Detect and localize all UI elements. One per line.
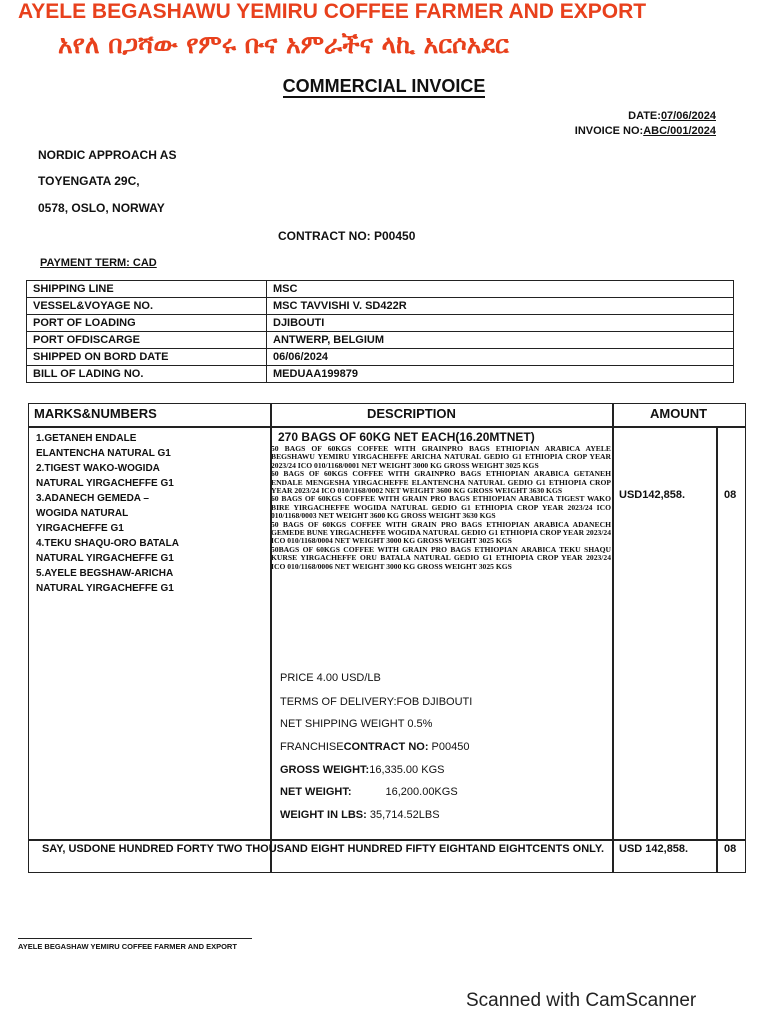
lot-descriptions <box>271 445 611 571</box>
document-title: COMMERCIAL INVOICE <box>282 76 486 96</box>
list-item: YIRGACHEFFE G1 <box>36 523 124 534</box>
scanner-watermark: Scanned with CamScanner <box>466 990 697 1011</box>
net-shipping-weight: NET SHIPPING WEIGHT 0.5% <box>280 718 433 730</box>
table-row <box>27 366 734 383</box>
shipping-label: VESSEL&VOYAGE NO. <box>27 298 267 315</box>
table-row <box>27 349 734 366</box>
lot-item: 60 BAGS OF 60KGS COFFEE WITH GRAINPRO BAGS ETHIOPIAN ARABICA GETANEH ENDALE MENGESHA YIRGACHEFFE ELANTENCHA NATURAL GEDIO G1 ETHIOPIA CROP YEAR 2023/24 ICO 010/1168/0002 NET WEIGHT 3600 KG GROSS WEIGHT 3630 KGS <box>271 469 611 496</box>
footer-company: AYELE BEGASHAW YEMIRU COFFEE FARMER AND EXPORT <box>18 942 237 951</box>
table-row <box>27 298 734 315</box>
buyer-street: TOYENGATA 29C, <box>38 174 140 188</box>
company-name-amharic: አየለ በጋሻው የምሩ ቡና አምራችና ላኪ አርሶአደር <box>58 30 509 59</box>
shipping-label: SHIPPED ON BORD DATE <box>27 349 267 366</box>
weight-in-lbs: WEIGHT IN LBS: 35,714.52LBS <box>280 809 440 821</box>
buyer-name: NORDIC APPROACH AS <box>38 148 177 162</box>
shipping-value: DJIBOUTI <box>267 315 734 332</box>
table-row <box>27 281 734 298</box>
column-divider <box>612 403 614 873</box>
invoice-date: DATE:07/06/2024 <box>628 110 716 122</box>
shipping-value: MEDUAA199879 <box>267 366 734 383</box>
lot-item: 60 BAGS OF 60KGS COFFEE WITH GRAIN PRO BAGS ETHIOPIAN ARABICA TIGEST WAKO BIRE YIRGACHEFFE WOGIDA NATURAL GEDIO G1 ETHIOPIA CROP YEAR 2023/24 ICO 010/1168/0003 NET WEIGHT 3600 KG GROSS WEIGHT 3630 KGS <box>271 494 611 521</box>
list-item: 1.GETANEH ENDALE <box>36 433 137 444</box>
shipping-value: MSC TAVVISHI V. SD422R <box>267 298 734 315</box>
description-headline: 270 BAGS OF 60KG NET EACH(16.20MTNET) <box>278 430 535 444</box>
price-line: PRICE 4.00 USD/LB <box>280 672 381 684</box>
amount-value: USD142,858. <box>619 489 686 501</box>
table-row <box>27 315 734 332</box>
shipping-label: PORT OF LOADING <box>27 315 267 332</box>
shipping-label: PORT OFDISCARGE <box>27 332 267 349</box>
row-divider <box>28 426 746 428</box>
shipping-value: 06/06/2024 <box>267 349 734 366</box>
shipping-label: BILL OF LADING NO. <box>27 366 267 383</box>
contract-number: CONTRACT NO: P00450 <box>278 229 416 243</box>
company-name-english: AYELE BEGASHAWU YEMIRU COFFEE FARMER AND EXPORT <box>18 0 647 23</box>
gross-weight: GROSS WEIGHT:16,335.00 KGS <box>280 764 445 776</box>
list-item: NATURAL YIRGACHEFFE G1 <box>36 583 174 594</box>
signature-line <box>18 938 252 939</box>
total-amount-value: USD 142,858. <box>619 843 689 855</box>
list-item: NATURAL YIRGACHEFFE G1 <box>36 553 174 564</box>
franchise-contract: FRANCHISECONTRACT NO: P00450 <box>280 741 470 753</box>
delivery-terms: TERMS OF DELIVERY:FOB DJIBOUTI <box>280 696 473 708</box>
list-item: ELANTENCHA NATURAL G1 <box>36 448 171 459</box>
shipping-table <box>26 280 734 383</box>
list-item: 3.ADANECH GEMEDA – <box>36 493 149 504</box>
lot-item: 50 BAGS OF 60KGS COFFEE WITH GRAINPRO BAGS ETHIOPIAN ARABICA AYELE BEGSHAWU YEMIRU YIRGACHEFFE ARICHA NATURAL GEDIO G1 ETHIOPIA CROP YEAR 2023/24 ICO 010/1168/0001 NET WEIGHT 3000 KG GROSS WEIGHT 3025 KGS <box>271 444 611 470</box>
shipping-value: MSC <box>267 281 734 298</box>
list-item: 4.TEKU SHAQU-ORO BATALA <box>36 538 179 549</box>
list-item: NATURAL YIRGACHEFFE G1 <box>36 478 174 489</box>
amount-in-words: SAY, USDONE HUNDRED FORTY TWO THOUSAND EIGHT HUNDRED FIFTY EIGHTAND EIGHTCENTS ONLY. <box>41 843 605 855</box>
column-divider <box>716 426 718 873</box>
buyer-city: 0578, OSLO, NORWAY <box>38 201 165 215</box>
shipping-label: SHIPPING LINE <box>27 281 267 298</box>
amount-cents: 08 <box>724 489 737 501</box>
shipping-value: ANTWERP, BELGIUM <box>267 332 734 349</box>
column-header-description: DESCRIPTION <box>367 406 456 421</box>
invoice-number: INVOICE NO:ABC/001/2024 <box>574 125 716 137</box>
column-header-amount: AMOUNT <box>650 406 708 421</box>
list-item: 5.AYELE BEGSHAW-ARICHA <box>36 568 174 579</box>
row-divider <box>28 839 746 841</box>
lot-item: 50 BAGS OF 60KGS COFFEE WITH GRAIN PRO BAGS ETHIOPIAN ARABICA ADANECH GEMEDE BUNE YIRGACHEFFE WOGIDA NATURAL GEDIO G1 ETHIOPIA CROP YEAR 2023/24 ICO 010/1168/0004 NET WEIGHT 3000 KG GROSS WEIGHT 3025 KGS <box>271 519 611 546</box>
marks-list <box>36 431 179 596</box>
table-row <box>27 332 734 349</box>
total-amount-cents: 08 <box>724 843 737 855</box>
list-item: WOGIDA NATURAL <box>36 508 129 519</box>
lot-item: 50BAGS OF 60KGS COFFEE WITH GRAIN PRO BAGS ETHIOPIAN ARABICA TEKU SHAQU KURSE YIRGACHEFFE ORU BATALA NATURAL GEDIO G1 ETHIOPIA CROP YEAR 2023/24 ICO 010/1168/0006 NET WEIGHT 3000 KG GROSS WEIGHT 3025 KGS <box>271 544 611 571</box>
list-item: 2.TIGEST WAKO-WOGIDA <box>36 463 160 474</box>
net-weight: NET WEIGHT: 16,200.00KGS <box>280 786 458 798</box>
payment-term: PAYMENT TERM: CAD <box>40 257 157 269</box>
column-header-marks: MARKS&NUMBERS <box>34 406 157 421</box>
